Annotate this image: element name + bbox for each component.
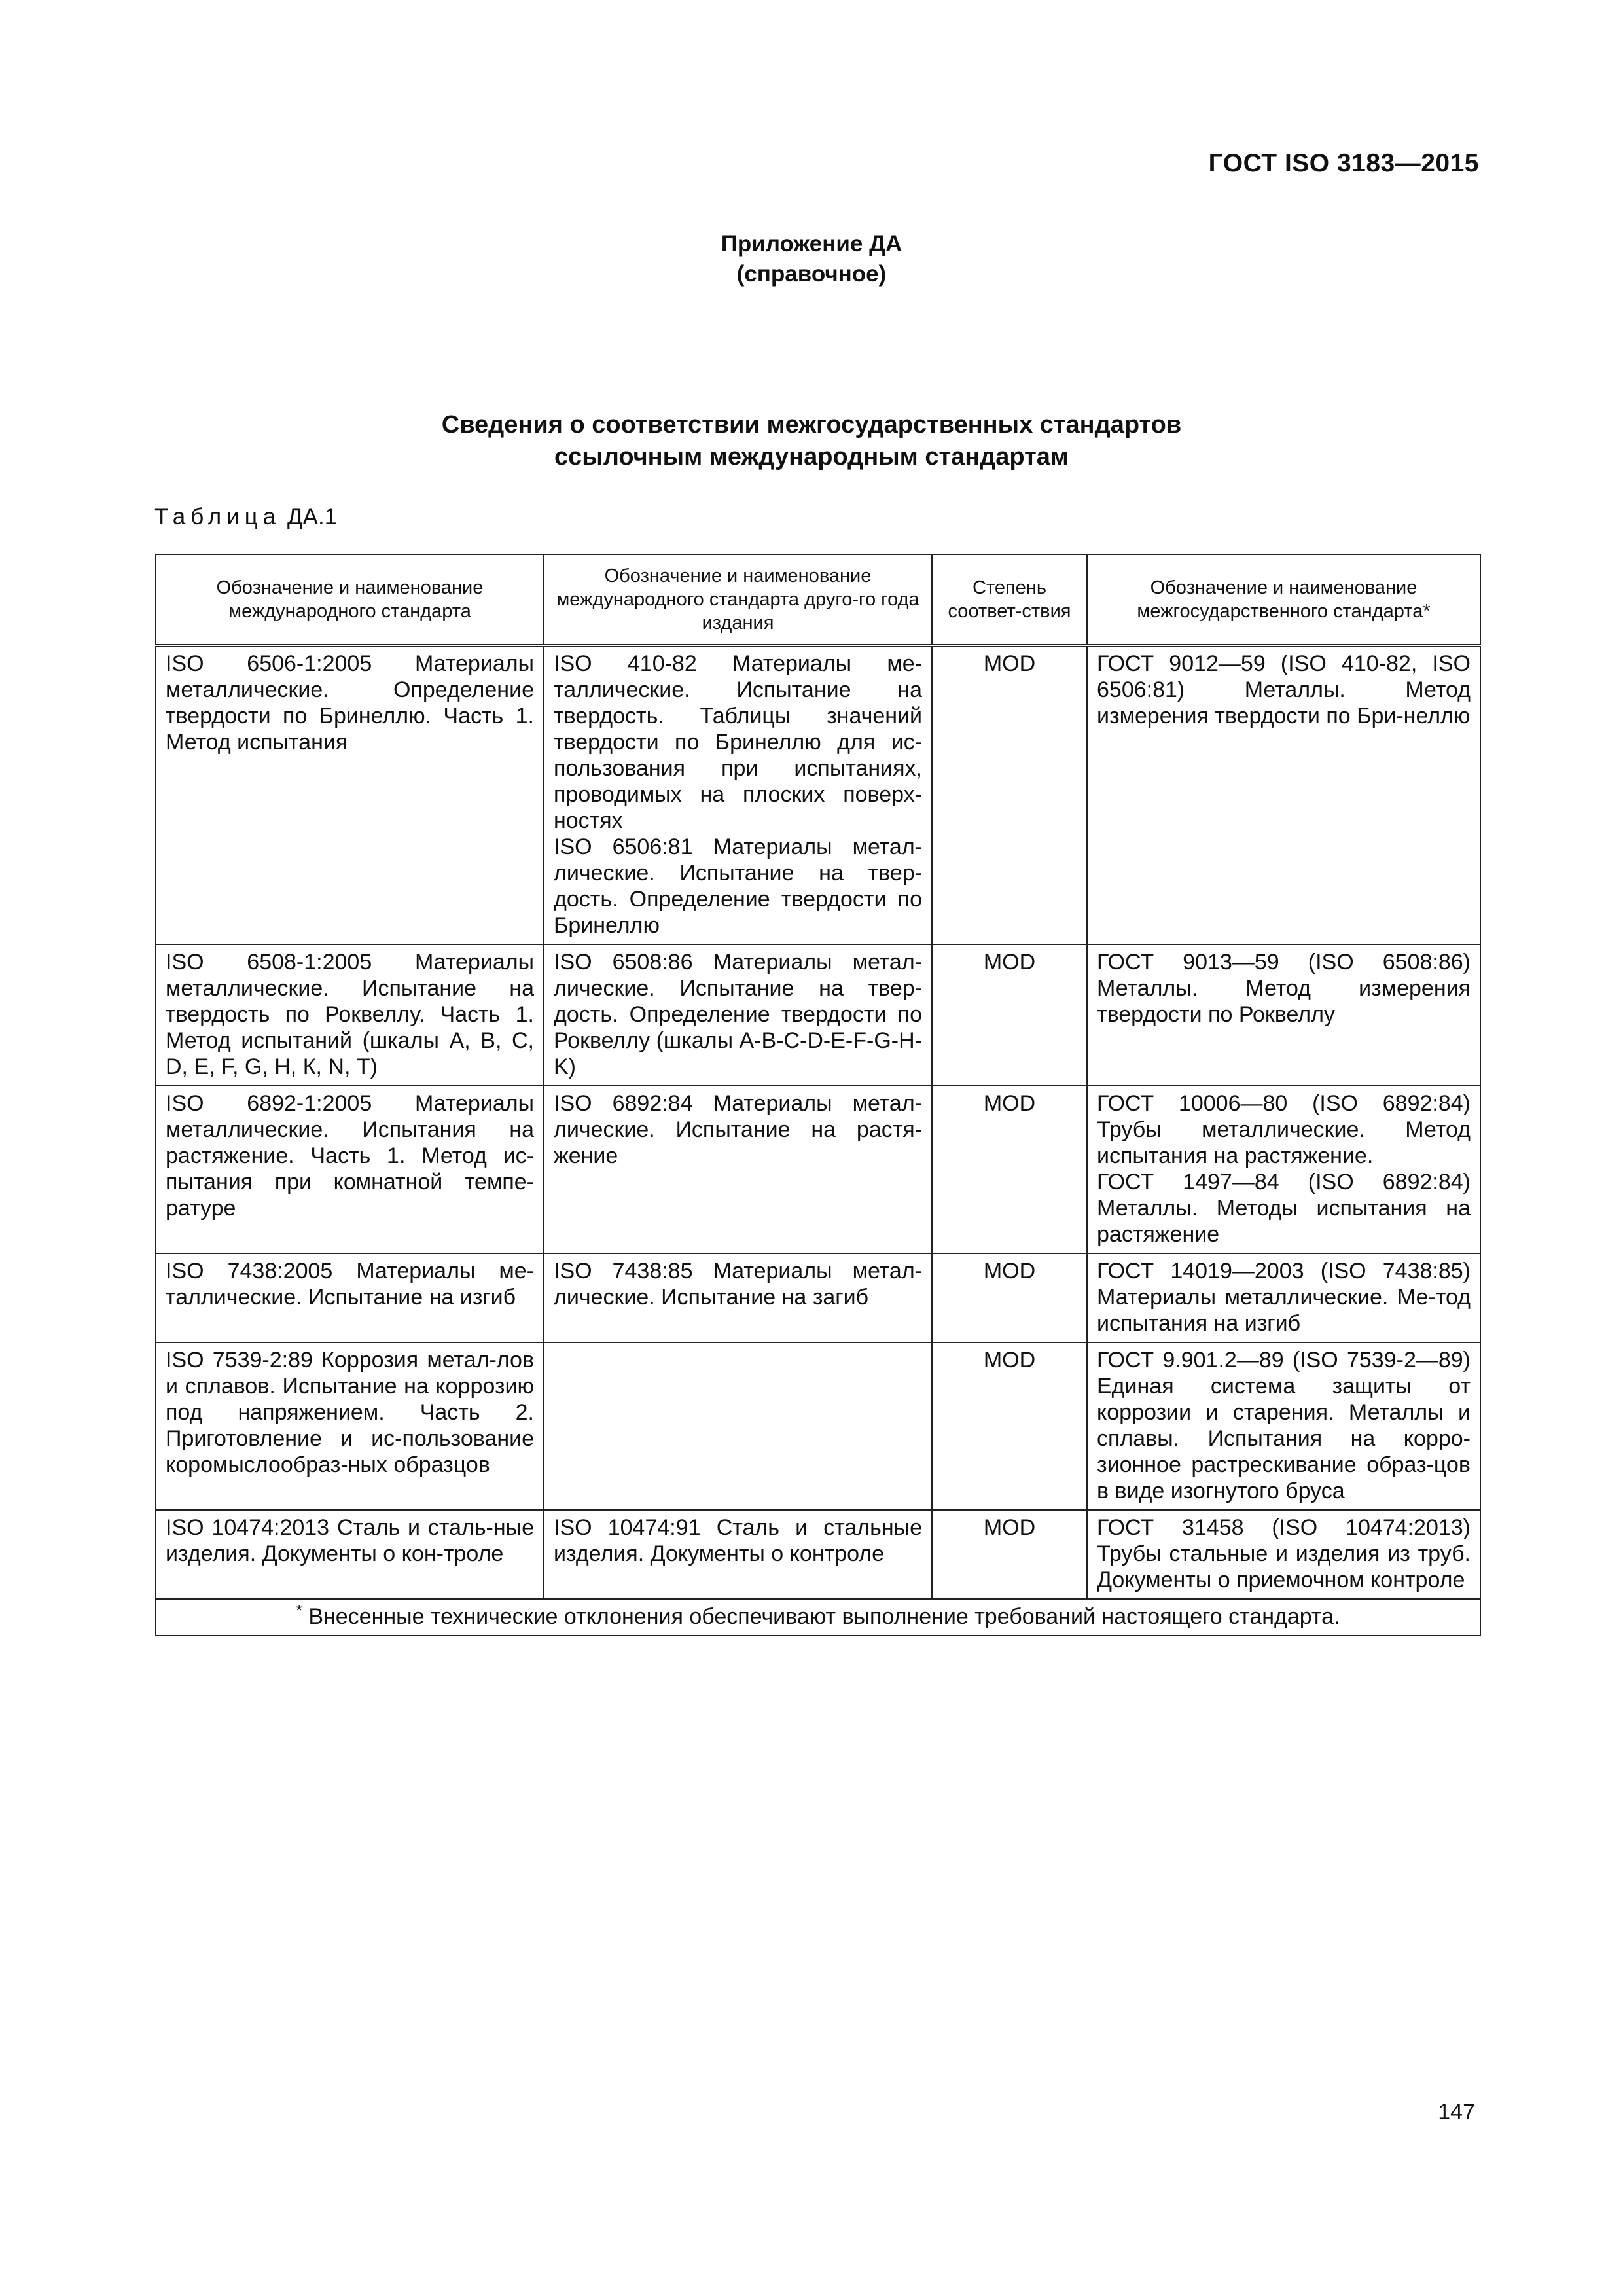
table-row bbox=[156, 645, 1480, 944]
interstate-entry: ГОСТ 1497—84 (ISO 6892:84) Металлы. Методы испытания на растяжение bbox=[1097, 1170, 1471, 1247]
cell-interstate-standard: ГОСТ 9012—59 (ISO 410-82, ISO 6506:81) Металлы. Метод измерения твердости по Бри-неллю bbox=[1087, 645, 1480, 944]
table-footnote bbox=[156, 1599, 1480, 1636]
page-number: 147 bbox=[1438, 2100, 1475, 2125]
cell-other-year-standard: ISO 6508:86 Материалы метал-лические. Испытание на твер-дость. Определение твердости по Роквеллу (шкалы A-B-C-D-E-F-G-H-K) bbox=[544, 944, 932, 1086]
cell-international-standard: ISO 10474:2013 Сталь и сталь-ные изделия. Документы о кон-троле bbox=[156, 1510, 544, 1599]
cell-degree: MOD bbox=[932, 1253, 1087, 1342]
cell-interstate-standard: ГОСТ 9.901.2—89 (ISO 7539-2—89) Единая система защиты от коррозии и старения. Металлы и сплавы. Испытания на корро-зионное растрескивание образ-цов в виде изогнутого бруса bbox=[1087, 1342, 1480, 1510]
footnote-mark: * bbox=[296, 1602, 302, 1620]
table-row bbox=[156, 1510, 1480, 1599]
cell-degree: MOD bbox=[932, 944, 1087, 1086]
table-row bbox=[156, 1086, 1480, 1253]
cell-international-standard: ISO 6892-1:2005 Материалы металлические. Испытания на растяжение. Часть 1. Метод ис-пытания при комнатной темпе-ратуре bbox=[156, 1086, 544, 1253]
document-designation: ГОСТ ISO 3183—2015 bbox=[1208, 149, 1479, 177]
column-header-degree: Степень соответ-ствия bbox=[932, 554, 1087, 645]
footnote-text: Внесенные технические отклонения обеспечивают выполнение требований настоящего стандарта. bbox=[308, 1604, 1340, 1629]
appendix-heading bbox=[0, 229, 1623, 289]
cell-international-standard: ISO 6508-1:2005 Материалы металлические. Испытание на твердость по Роквеллу. Часть 1. Метод испытаний (шкалы А, В, С, D, Е, F, G, Н, К, N, Т) bbox=[156, 944, 544, 1086]
cell-degree: MOD bbox=[932, 1342, 1087, 1510]
cell-interstate-standard: ГОСТ 9013—59 (ISO 6508:86) Металлы. Метод измерения твердости по Роквеллу bbox=[1087, 944, 1480, 1086]
interstate-entry: ГОСТ 10006—80 (ISO 6892:84) Трубы металлические. Метод испытания на растяжение. bbox=[1097, 1091, 1471, 1168]
column-header-international: Обозначение и наименование международного стандарта bbox=[156, 554, 544, 645]
cell-other-year-standard bbox=[544, 645, 932, 944]
section-title-line-1: Сведения о соответствии межгосударственных стандартов bbox=[441, 411, 1182, 439]
table-label-word: Таблица bbox=[154, 504, 281, 529]
table-label-id: ДА.1 bbox=[287, 504, 338, 529]
cell-international-standard: ISO 7438:2005 Материалы ме-таллические. Испытание на изгиб bbox=[156, 1253, 544, 1342]
cell-interstate-standard: ГОСТ 14019—2003 (ISO 7438:85) Материалы металлические. Ме-тод испытания на изгиб bbox=[1087, 1253, 1480, 1342]
cell-other-year-standard: ISO 6892:84 Материалы метал-лические. Испытание на растя-жение bbox=[544, 1086, 932, 1253]
cell-degree: MOD bbox=[932, 1510, 1087, 1599]
table-label bbox=[154, 504, 337, 530]
column-header-interstate: Обозначение и наименование межгосударственного стандарта* bbox=[1087, 554, 1480, 645]
other-year-entry: ISO 6506:81 Материалы метал-лические. Испытание на твер-дость. Определение твердости по Бринеллю bbox=[554, 834, 922, 938]
other-year-entry: ISO 410-82 Материалы ме-таллические. Испытание на твердость. Таблицы значений твердости по Бринеллю для ис-пользования при испытаниях, проводимых на плоских поверх-ностях bbox=[554, 651, 922, 833]
table-row bbox=[156, 944, 1480, 1086]
table-row bbox=[156, 1342, 1480, 1510]
appendix-title: Приложение ДА bbox=[721, 231, 902, 257]
cell-other-year-standard bbox=[544, 1342, 932, 1510]
column-header-other-year: Обозначение и наименование международного стандарта друго-го года издания bbox=[544, 554, 932, 645]
cell-international-standard: ISO 7539-2:89 Коррозия метал-лов и сплавов. Испытание на коррозию под напряжением. Часть 2. Приготовление и ис-пользование коромыслообраз-ных образцов bbox=[156, 1342, 544, 1510]
table-footnote-row bbox=[156, 1599, 1480, 1636]
section-title-line-2: ссылочным международным стандартам bbox=[554, 443, 1069, 471]
table-header-row bbox=[156, 554, 1480, 645]
table-row bbox=[156, 1253, 1480, 1342]
section-title bbox=[0, 409, 1623, 473]
cell-other-year-standard: ISO 7438:85 Материалы метал-лические. Испытание на загиб bbox=[544, 1253, 932, 1342]
cell-degree: MOD bbox=[932, 1086, 1087, 1253]
cell-interstate-standard bbox=[1087, 1086, 1480, 1253]
cell-degree: MOD bbox=[932, 645, 1087, 944]
appendix-subtitle: (справочное) bbox=[736, 261, 887, 287]
correspondence-table bbox=[155, 554, 1481, 1636]
cell-other-year-standard: ISO 10474:91 Сталь и стальные изделия. Документы о контроле bbox=[544, 1510, 932, 1599]
cell-interstate-standard: ГОСТ 31458 (ISO 10474:2013) Трубы стальные и изделия из труб. Документы о приемочном контроле bbox=[1087, 1510, 1480, 1599]
cell-international-standard: ISO 6506-1:2005 Материалы металлические. Определение твердости по Бринеллю. Часть 1. Метод испытания bbox=[156, 645, 544, 944]
